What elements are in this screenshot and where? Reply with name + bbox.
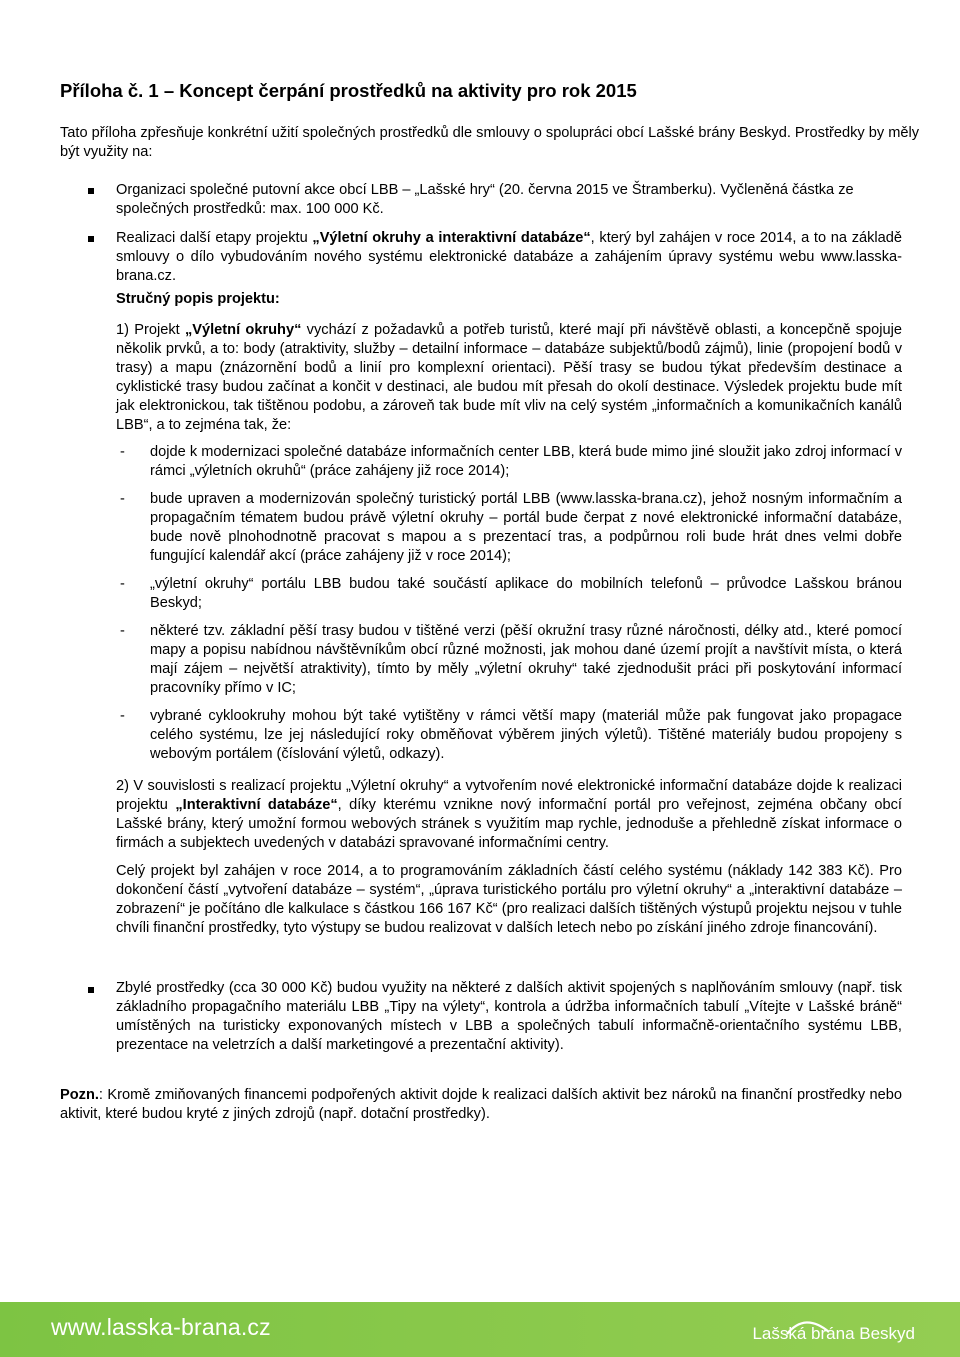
document-title: Příloha č. 1 – Koncept čerpání prostředků na aktivity pro rok 2015 (60, 80, 637, 101)
footer-bar (0, 1302, 960, 1357)
para1-post: vychází z požadavků a potřeb turistů, které mají při návštěvě oblasti, a koncepčně spojuje několik prvků, a to: body (atraktivity, služby – detailní informace – databáze subjektů/bodů zájmů), linie (propojení bodů v trasy) a mapu (znázornění bodů a linií pro komplexní orientaci). Pěší trasy se budou týkat především destinace a cyklistické trasy budou začínat a končit v destinaci, ale budou mít přesah do okolí destinace. Výsledek projektu bude mít jak elektronickou, tak tištěnou podobu, a zároveň tak bude mít vliv na celý systém „informačních a komunikačních kanálů LBB“, a to zejména tak, že: (116, 322, 902, 433)
note-paragraph (60, 1086, 902, 1124)
para1-project-name: „Výletní okruhy“ (184, 322, 302, 338)
para2-post: , díky kterému vznikne nový informační portál pro veřejnost, zejména občany obcí Lašské brány, který umožní formou webových stránek s využitím map rychle, jednoduše a přehledně získat informace o firmách a subjektech uvedených v databázi spravované informačními centry. (116, 797, 902, 851)
list-item (116, 707, 902, 764)
list-item-text: bude upraven a modernizován společný turistický portál LBB (www.lasska-brana.cz), jehož nosným informačním a propagačním tématem budou právě výletní okruhy – portál bude čerpat z nové elektronické informační databáze, bude nově plnohodnotně pracovat s mapou a s prezentací tras, a podpůrnou roli bude hrát dnes velmi dobře fungující kalendář akcí (práce zahájeny již v roce 2014); (150, 491, 902, 564)
list-item-text: dojde k modernizaci společné databáze informačních center LBB, která bude mimo jiné sloužit jako zdroj informací v rámci „výletních okruhů“ (práce zahájeny již roce 2014); (150, 444, 902, 479)
footer-url-link[interactable]: www.lasska-brana.cz (51, 1314, 271, 1340)
note-label: Pozn. (60, 1087, 99, 1103)
brand-logo (725, 1308, 915, 1350)
dash-marker: - (120, 708, 125, 724)
dash-marker: - (120, 576, 125, 592)
logo-text: Lašská brána Beskyd (752, 1324, 915, 1343)
bullet-marker (88, 181, 94, 194)
bullet-marker (88, 980, 94, 993)
intro-paragraph: Tato příloha zpřesňuje konkrétní užití společných prostředků dle smlouvy o spolupráci obcí Lašské brány Beskyd. Prostředky by měly být využity na: (60, 125, 920, 160)
dash-marker: - (120, 444, 125, 460)
para2-project-name: „Interaktivní databáze“ (175, 797, 338, 813)
list-item-text: některé tzv. základní pěší trasy budou v tištěné verzi (pěší okružní trasy různé náročnosti, délky atd., které pomocí mapy a popisu nabídnou návštěvníkům obcí různé možnosti, jak mohou dané území projít a navštívit místa, o která mají zájem – největší atraktivity), tímto by měly „výletní okruhy“ také zjednodušit práci při poskytování informací pracovníky přímo v IC; (150, 623, 902, 696)
project-paragraph-1 (116, 321, 902, 435)
project-paragraph-2 (116, 777, 902, 853)
list-item (116, 490, 902, 566)
list-item-text: vybrané cyklookruhy mohou být také vytištěny v rámci větší mapy (materiál může pak fungovat jako propagace celého systému, lze jej následující roky obměňovat výběrem jiných výletů). Tištěné materiály budou propojeny s webovým portálem (číslování výletů, odkazy). (150, 708, 902, 762)
bullet-marker (88, 229, 94, 242)
note-text: : Kromě zmiňovaných financemi podpořených aktivit dojde k realizaci dalších aktivit bez nároků na finanční prostředky nebo aktivit, které budou kryté z jiných zdrojů (např. dotační prostředky). (60, 1087, 902, 1122)
bullet-item-games: Organizaci společné putovní akce obcí LBB – „Lašské hry“ (20. června 2015 ve Štramberku). Vyčleněná částka ze společných prostředků: max. 100 000 Kč. (116, 182, 854, 217)
list-item-text: „výletní okruhy“ portálu LBB budou také součástí aplikace do mobilních telefonů – průvodce Lašskou bránou Beskyd; (150, 576, 902, 611)
para2-pre: 2) V souvislosti s realizací projektu „Výletní okruhy“ a vytvořením nové elektronické informační databáze dojde k realizaci projektu (116, 778, 902, 813)
list-item (116, 443, 902, 481)
list-item (116, 622, 902, 698)
list-item (116, 575, 902, 613)
para1-pre: 1) Projekt (116, 322, 185, 338)
bullet-item-project-post: , který byl zahájen v roce 2014, a to na základě smlouvy o dílo vybudováním nového systému elektronické databáze a zahájením úpravy systému webu www.lasska-brana.cz. (116, 230, 903, 284)
bullet-item-project-name: „Výletní okruhy a interaktivní databáze“ (312, 230, 591, 246)
project-summary-heading: Stručný popis projektu: (116, 291, 280, 307)
dash-marker: - (120, 491, 125, 507)
bullet-item-project-pre: Realizaci další etapy projektu (116, 230, 313, 246)
bullet-item-remaining-funds: Zbylé prostředky (cca 30 000 Kč) budou využity na některé z dalších aktivit spojených s naplňováním smlouvy (např. tisk základního propagačního materiálu LBB „Tipy na výlety“, kontrola a údržba informačních tabulí „Vítejte v Lašské bráně“ umístěných na turisticky exponovaných místech v LBB a společných tabulí informačně-orientačního systému LBB, prezentace na veletrzích a další marketingové a prezentační aktivity). (116, 980, 902, 1053)
project-paragraph-3: Celý projekt byl zahájen v roce 2014, a to programováním základních částí celého systému (náklady 142 383 Kč). Pro dokončení částí „vytvoření databáze – systém“, „úprava turistického portálu pro výletní okruhy“ a „interaktivní databáze – zobrazení“ je počítáno dle kalkulace s částkou 166 167 Kč“ (pro realizaci dalších tištěných výstupů projektu nejsou v tuhle chvíli finanční prostředky, tyto výstupy se budou realizovat v dalších letech nebo po získání jiného zdroje financování). (116, 863, 902, 936)
dash-marker: - (120, 623, 125, 639)
bullet-item-project (116, 229, 902, 286)
dash-list (116, 443, 902, 773)
